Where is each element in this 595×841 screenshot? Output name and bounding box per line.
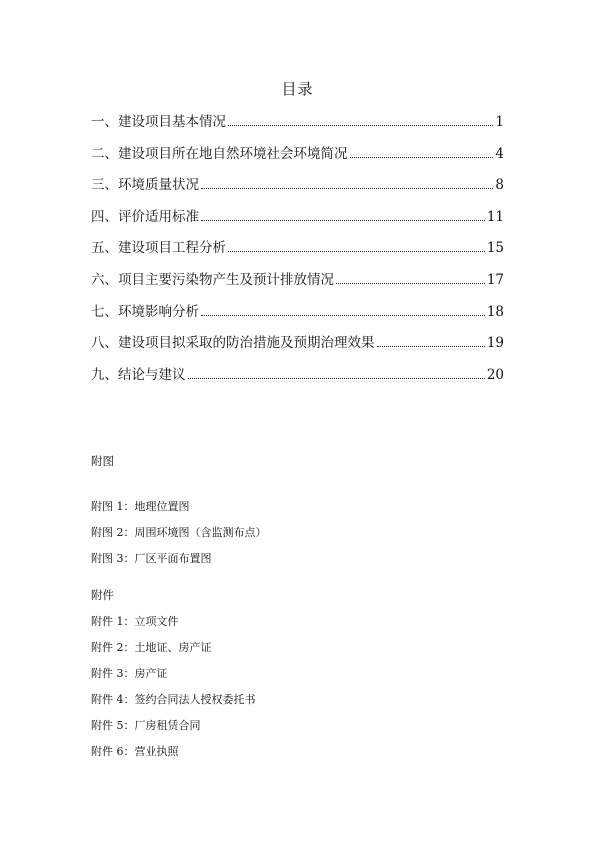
attachment-item: 附件 2：土地证、房产证 xyxy=(91,641,212,654)
attachment-item: 附件 6：营业执照 xyxy=(91,745,179,758)
toc-entry-page: 20 xyxy=(486,366,504,383)
attachment-item: 附件 3：房产证 xyxy=(91,667,168,680)
attachment-item: 附件 1：立项文件 xyxy=(91,615,179,628)
toc-leader xyxy=(201,315,485,316)
toc-entry-label: 四、评价适用标准 xyxy=(91,208,199,225)
toc-leader xyxy=(350,157,494,158)
toc-entry-label: 七、环境影响分析 xyxy=(91,303,199,320)
toc-entry[interactable] xyxy=(91,142,504,174)
page-title: 目录 xyxy=(281,80,314,98)
figure-item: 附图 3：厂区平面布置图 xyxy=(91,552,212,565)
figure-item: 附图 2：周围环境图（含监测布点） xyxy=(91,526,267,539)
toc-entry-page: 18 xyxy=(486,303,504,320)
toc-entry[interactable] xyxy=(91,205,504,237)
attachments-heading: 附件 xyxy=(91,588,114,602)
figures-list xyxy=(91,498,267,576)
toc-entry[interactable] xyxy=(91,363,504,395)
toc-leader xyxy=(201,188,493,189)
toc-entry-label: 九、结论与建议 xyxy=(91,366,186,383)
toc-entry-label: 二、建设项目所在地自然环境社会环境简况 xyxy=(91,145,348,162)
toc-entry[interactable] xyxy=(91,268,504,300)
toc-entry[interactable] xyxy=(91,173,504,205)
toc-entry-page: 4 xyxy=(495,145,504,162)
toc-entry-page: 15 xyxy=(486,240,504,257)
attachment-item: 附件 4：签约合同法人授权委托书 xyxy=(91,693,256,706)
toc-entry-label: 五、建设项目工程分析 xyxy=(91,240,226,257)
toc-leader xyxy=(228,251,485,252)
toc-entry[interactable] xyxy=(91,331,504,363)
figures-heading: 附图 xyxy=(91,454,114,468)
toc-entry[interactable] xyxy=(91,236,504,268)
toc-entry-page: 17 xyxy=(486,271,504,288)
table-of-contents xyxy=(91,110,504,394)
attachments-list xyxy=(91,613,256,769)
toc-entry-page: 11 xyxy=(486,208,504,225)
toc-entry-page: 1 xyxy=(495,114,504,130)
figure-item: 附图 1：地理位置图 xyxy=(91,500,190,513)
toc-entry[interactable] xyxy=(91,300,504,332)
toc-entry-label: 一、建设项目基本情况 xyxy=(91,114,226,130)
toc-entry-label: 三、环境质量状况 xyxy=(91,177,199,194)
toc-leader xyxy=(377,346,485,347)
toc-leader xyxy=(201,220,485,221)
toc-entry-page: 8 xyxy=(495,177,504,194)
toc-leader xyxy=(188,378,485,379)
toc-entry-label: 八、建设项目拟采取的防治措施及预期治理效果 xyxy=(91,335,375,352)
toc-entry-page: 19 xyxy=(486,335,504,352)
toc-entry-label: 六、项目主要污染物产生及预计排放情况 xyxy=(91,271,334,288)
toc-leader xyxy=(228,125,493,126)
toc-leader xyxy=(336,283,485,284)
attachment-item: 附件 5：厂房租赁合同 xyxy=(91,719,201,732)
toc-entry[interactable] xyxy=(91,110,504,142)
